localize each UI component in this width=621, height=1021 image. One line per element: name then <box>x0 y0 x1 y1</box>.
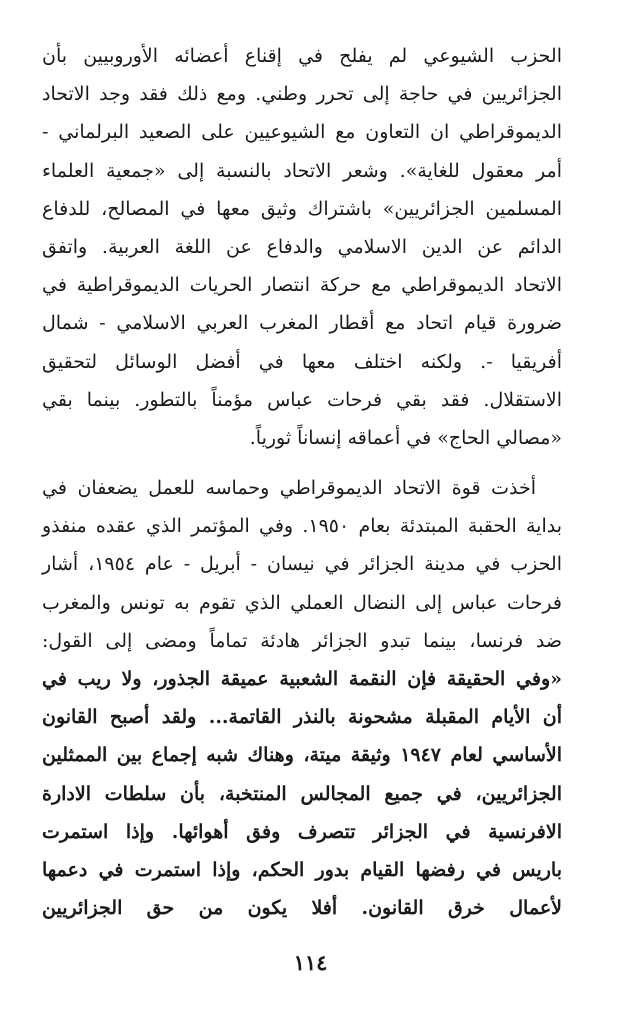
text-line: ضد فرنسا، بينما تبدو الجزائر هادئة تماماً ومضى إلى القول: <box>42 629 562 652</box>
quote-line: «وفي الحقيقة فإن النقمة الشعبية عميقة الجذور، ولا ريب في <box>42 667 562 690</box>
text-line: المسلمين الجزائريين» باشتراك وثيق معها في المصالح، للدفاع <box>42 197 562 220</box>
text-line: أخذت قوة الاتحاد الديموقراطي وحماسه للعمل يضعفان في <box>42 477 536 499</box>
paragraph-2 <box>42 469 562 927</box>
text-line: «مصالي الحاج» في أعماقه إنساناً ثورياً. <box>249 426 562 449</box>
quote-line: أن الأيام المقبلة مشحونة بالنذر القاتمة... ولقد أصبح القانون <box>42 706 562 729</box>
quote-line: باريس في رفضها القيام بدور الحكم، وإذا استمرت في دعمها <box>42 858 562 881</box>
text-line: ضرورة قيام اتحاد مع أقطار المغرب العربي الاسلامي - شمال <box>42 312 562 335</box>
text-line: الحزب في مدينة الجزائر في نيسان - أبريل - عام ١٩٥٤، أشار <box>42 553 562 576</box>
quote-line: الجزائريين، في جميع المجالس المنتخبة، بأن سلطات الادارة <box>42 782 562 805</box>
text-line: الديموقراطي ان التعاون مع الشيوعيين على الصعيد البرلماني - <box>42 121 562 144</box>
text-line: الجزائريين في حاجة إلى تحرر وطني. ومع ذلك فقد وجد الاتحاد <box>42 83 562 106</box>
paragraph-1 <box>42 37 562 457</box>
text-line: فرحات عباس إلى النضال العملي الذي تقوم به تونس والمغرب <box>42 591 562 614</box>
text-line: الاستقلال. فقد بقي فرحات عباس مؤمناً بالتطور. بينما بقي <box>42 388 562 411</box>
text-line: أمر معقول للغاية». وشعر الاتحاد بالنسبة إلى «جمعية العلماء <box>42 159 562 182</box>
text-line: الاتحاد الديموقراطي مع حركة انتصار الحريات الديموقراطية في <box>42 274 562 297</box>
quote-line: لأعمال خرق القانون. أفلا يكون من حق الجزائريين <box>42 897 562 920</box>
page-number: ١١٤ <box>293 950 328 975</box>
text-line: الدائم عن الدين الاسلامي والدفاع عن اللغة العربية. واتفق <box>42 235 562 258</box>
quote-line: الافرنسية في الجزائر تتصرف وفق أهوائها. وإذا استمرت <box>42 820 562 843</box>
text-line: أفريقيا -. ولكنه اختلف معها في أفضل الوسائل لتحقيق <box>42 350 562 373</box>
text-line: الحزب الشيوعي لم يفلح في إقناع أعضائه الأوروبيين بأن <box>42 45 562 67</box>
quote-line: الأساسي لعام ١٩٤٧ وثيقة ميتة، وهناك شبه إجماع بين الممثلين <box>42 744 562 767</box>
text-line: بداية الحقبة المبتدئة بعام ١٩٥٠. وفي المؤتمر الذي عقده منفذو <box>42 515 562 538</box>
